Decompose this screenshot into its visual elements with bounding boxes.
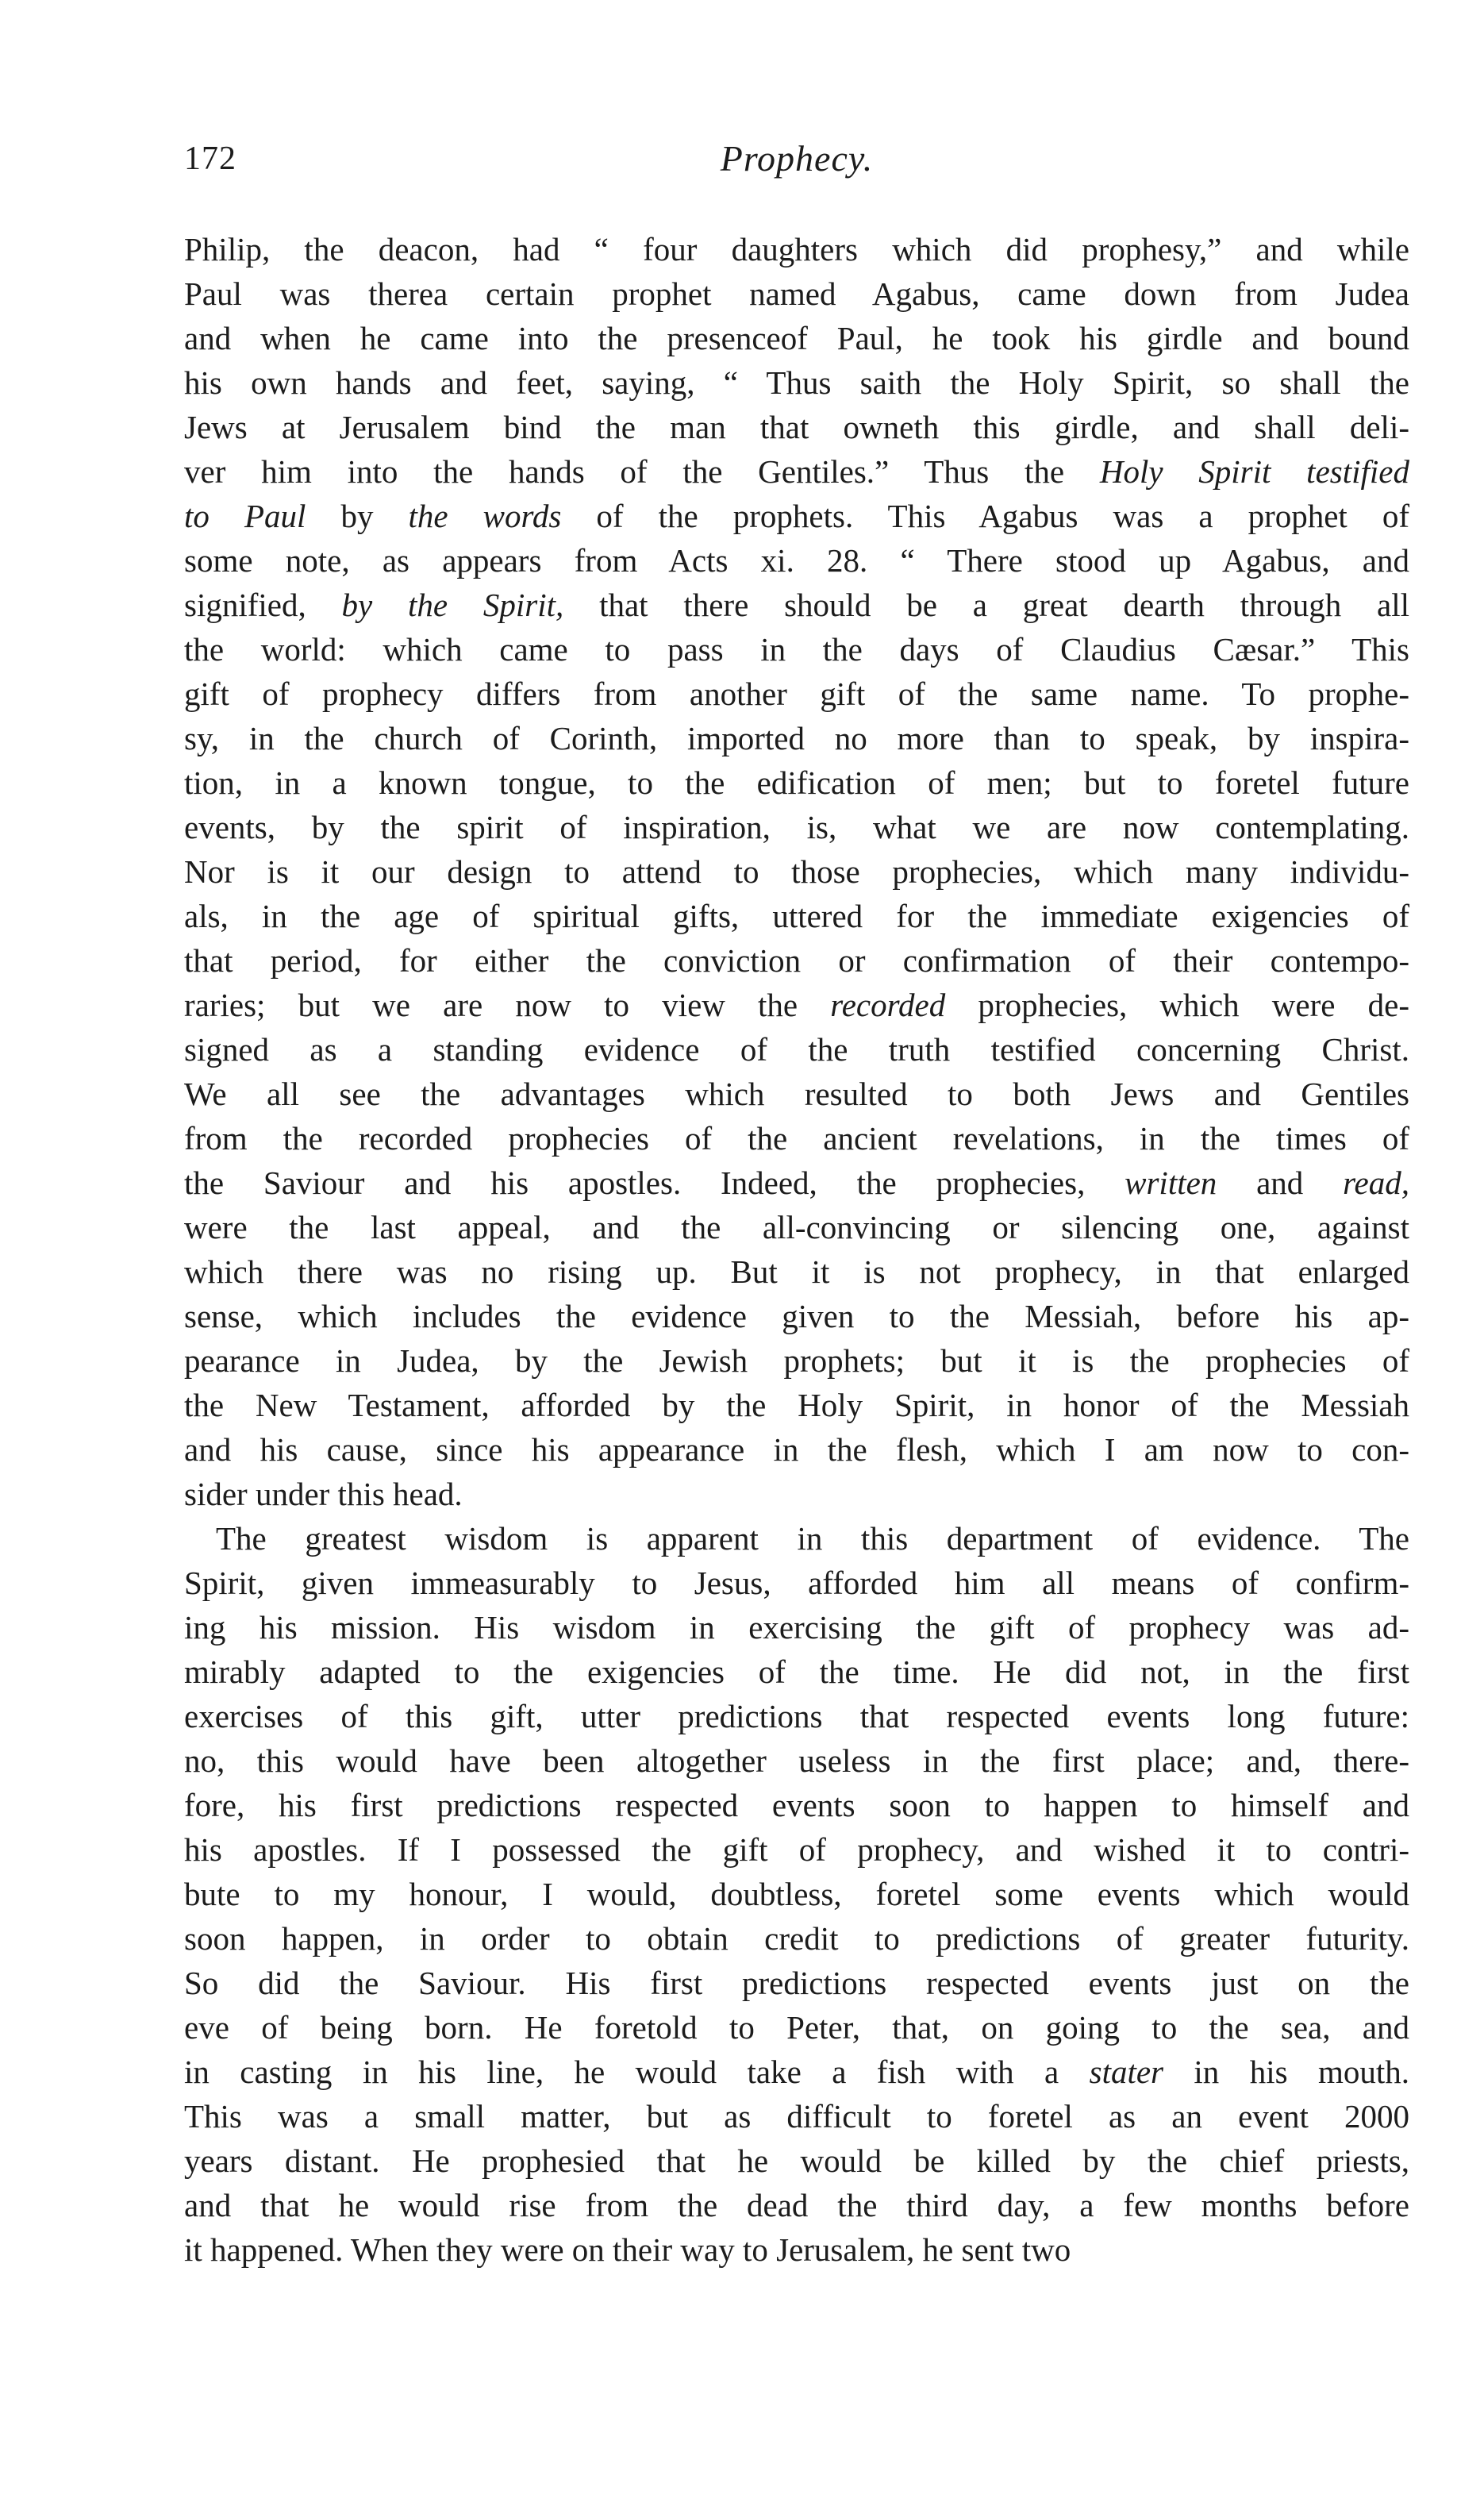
text-line bbox=[184, 1516, 1409, 1561]
text-line bbox=[184, 1872, 1409, 1916]
text-run: signed as a standing evidence of the truth testified concerning Christ. bbox=[184, 1031, 1409, 1068]
running-title: Prophecy. bbox=[720, 138, 874, 179]
italic-run: read, bbox=[1343, 1164, 1409, 1201]
text-run: ver him into the hands of the Gentiles.” Thus the bbox=[184, 453, 1100, 490]
text-line bbox=[184, 1561, 1409, 1605]
page-number: 172 bbox=[184, 141, 236, 177]
text-line bbox=[184, 1694, 1409, 1738]
text-run: gift of prophecy differs from another gift of the same name. To prophe- bbox=[184, 676, 1409, 712]
text-run: that period, for either the conviction or confirmation of their contempo- bbox=[184, 942, 1409, 979]
text-run: no, this would have been altogether useless in the first place; and, there- bbox=[184, 1742, 1409, 1779]
text-line bbox=[184, 894, 1409, 938]
body-text bbox=[184, 227, 1409, 2272]
text-line bbox=[184, 1961, 1409, 2005]
text-line bbox=[184, 2094, 1409, 2138]
text-line bbox=[184, 2138, 1409, 2183]
text-run: ing his mission. His wisdom in exercising the gift of prophecy was ad- bbox=[184, 1609, 1409, 1646]
text-run: bute to my honour, I would, doubtless, foretel some events which would bbox=[184, 1876, 1409, 1912]
text-run: tion, in a known tongue, to the edification of men; but to foretel future bbox=[184, 764, 1409, 801]
text-line bbox=[184, 1738, 1409, 1783]
text-run: the Saviour and his apostles. Indeed, the prophecies, bbox=[184, 1164, 1125, 1201]
text-run: his own hands and feet, saying, “ Thus saith the Holy Spirit, so shall the bbox=[184, 364, 1409, 401]
text-run: his apostles. If I possessed the gift of prophecy, and wished it to contri- bbox=[184, 1831, 1409, 1868]
text-line bbox=[184, 1338, 1409, 1383]
text-run: We all see the advantages which resulted to both Jews and Gentiles bbox=[184, 1076, 1409, 1112]
text-line bbox=[184, 538, 1409, 583]
italic-run: by the Spirit, bbox=[341, 587, 564, 623]
text-run: years distant. He prophesied that he would be killed by the chief priests, bbox=[184, 2142, 1409, 2179]
text-run: by bbox=[306, 498, 409, 534]
text-line bbox=[184, 938, 1409, 983]
text-line bbox=[184, 583, 1409, 627]
text-line bbox=[184, 1827, 1409, 1872]
text-run: in his mouth. bbox=[1163, 2054, 1409, 2090]
text-line bbox=[184, 1249, 1409, 1294]
text-line bbox=[184, 494, 1409, 538]
text-line bbox=[184, 2227, 1409, 2272]
text-run: So did the Saviour. His first predictions respected events just on the bbox=[184, 1965, 1409, 2001]
text-line bbox=[184, 1472, 1409, 1516]
italic-run: recorded bbox=[830, 987, 946, 1023]
text-line bbox=[184, 805, 1409, 849]
text-line bbox=[184, 227, 1409, 271]
text-run: sider under this head. bbox=[184, 1476, 463, 1512]
text-run: prophecies, which were de- bbox=[945, 987, 1409, 1023]
text-run: and his cause, since his appearance in the flesh, which I am now to con- bbox=[184, 1431, 1409, 1468]
text-run: The greatest wisdom is apparent in this department of evidence. The bbox=[216, 1520, 1409, 1557]
text-run: mirably adapted to the exigencies of the time. He did not, in the first bbox=[184, 1653, 1409, 1690]
text-run: it happened. When they were on their way to Jerusalem, he sent two bbox=[184, 2231, 1071, 2268]
text-run: als, in the age of spiritual gifts, uttered for the immediate exigencies of bbox=[184, 898, 1409, 934]
text-line bbox=[184, 271, 1409, 316]
text-line bbox=[184, 627, 1409, 672]
text-run: signified, bbox=[184, 587, 342, 623]
text-line bbox=[184, 849, 1409, 894]
text-line bbox=[184, 672, 1409, 716]
text-line bbox=[184, 1294, 1409, 1338]
text-run: and when he came into the presenceof Paul, he took his girdle and bound bbox=[184, 320, 1409, 356]
italic-run: stater bbox=[1089, 2054, 1164, 2090]
text-line bbox=[184, 1116, 1409, 1161]
text-line bbox=[184, 2050, 1409, 2094]
text-line bbox=[184, 2183, 1409, 2227]
text-run: in casting in his line, he would take a fish with a bbox=[184, 2054, 1090, 2090]
text-run: Nor is it our design to attend to those prophecies, which many individu- bbox=[184, 853, 1409, 890]
text-run: from the recorded prophecies of the ancient revelations, in the times of bbox=[184, 1120, 1409, 1157]
text-run: the New Testament, afforded by the Holy Spirit, in honor of the Messiah bbox=[184, 1387, 1409, 1423]
text-run: some note, as appears from Acts xi. 28. “ There stood up Agabus, and bbox=[184, 542, 1409, 579]
text-run: Paul was therea certain prophet named Agabus, came down from Judea bbox=[184, 275, 1409, 312]
text-line bbox=[184, 1916, 1409, 1961]
text-line bbox=[184, 983, 1409, 1027]
text-run: which there was no rising up. But it is not prophecy, in that enlarged bbox=[184, 1253, 1409, 1290]
text-run: pearance in Judea, by the Jewish prophets; but it is the prophecies of bbox=[184, 1342, 1409, 1379]
text-line bbox=[184, 1027, 1409, 1072]
text-line bbox=[184, 1072, 1409, 1116]
text-run: eve of being born. He foretold to Peter, that, on going to the sea, and bbox=[184, 2009, 1409, 2046]
text-line bbox=[184, 1205, 1409, 1249]
text-line bbox=[184, 1383, 1409, 1427]
text-run: Philip, the deacon, had “ four daughters which did prophesy,” and while bbox=[184, 231, 1409, 268]
text-run: Spirit, given immeasurably to Jesus, afforded him all means of confirm- bbox=[184, 1565, 1409, 1601]
text-run: the world: which came to pass in the days of Claudius Cæsar.” This bbox=[184, 631, 1409, 668]
text-run: soon happen, in order to obtain credit to predictions of greater futurity. bbox=[184, 1920, 1409, 1957]
text-line bbox=[184, 1783, 1409, 1827]
text-run: fore, his first predictions respected events soon to happen to himself and bbox=[184, 1787, 1409, 1823]
italic-run: written bbox=[1125, 1164, 1217, 1201]
text-line bbox=[184, 1161, 1409, 1205]
text-run: were the last appeal, and the all-convincing or silencing one, against bbox=[184, 1209, 1409, 1245]
text-line bbox=[184, 316, 1409, 360]
text-run: and that he would rise from the dead the third day, a few months before bbox=[184, 2187, 1409, 2223]
text-line bbox=[184, 1649, 1409, 1694]
text-run: of the prophets. This Agabus was a prophet of bbox=[561, 498, 1410, 534]
text-line bbox=[184, 716, 1409, 760]
text-run: Jews at Jerusalem bind the man that owneth this girdle, and shall deli- bbox=[184, 409, 1409, 445]
text-run: raries; but we are now to view the bbox=[184, 987, 831, 1023]
text-line bbox=[184, 449, 1409, 494]
italic-run: to Paul bbox=[184, 498, 306, 534]
text-line bbox=[184, 360, 1409, 405]
text-run: and bbox=[1217, 1164, 1344, 1201]
text-line bbox=[184, 2005, 1409, 2050]
text-run: exercises of this gift, utter predictions that respected events long future: bbox=[184, 1698, 1409, 1734]
text-line bbox=[184, 1427, 1409, 1472]
text-run: that there should be a great dearth through all bbox=[563, 587, 1409, 623]
text-line bbox=[184, 760, 1409, 805]
text-run: events, by the spirit of inspiration, is, what we are now contemplating. bbox=[184, 809, 1409, 845]
italic-run: the words bbox=[408, 498, 562, 534]
text-run: sense, which includes the evidence given to the Messiah, before his ap- bbox=[184, 1298, 1409, 1334]
italic-run: Holy Spirit testified bbox=[1099, 453, 1409, 490]
text-run: This was a small matter, but as difficult to foretel as an event 2000 bbox=[184, 2098, 1409, 2135]
text-run: sy, in the church of Corinth, imported no more than to speak, by inspira- bbox=[184, 720, 1409, 756]
text-line bbox=[184, 1605, 1409, 1649]
text-line bbox=[184, 405, 1409, 449]
running-head bbox=[184, 135, 1409, 183]
